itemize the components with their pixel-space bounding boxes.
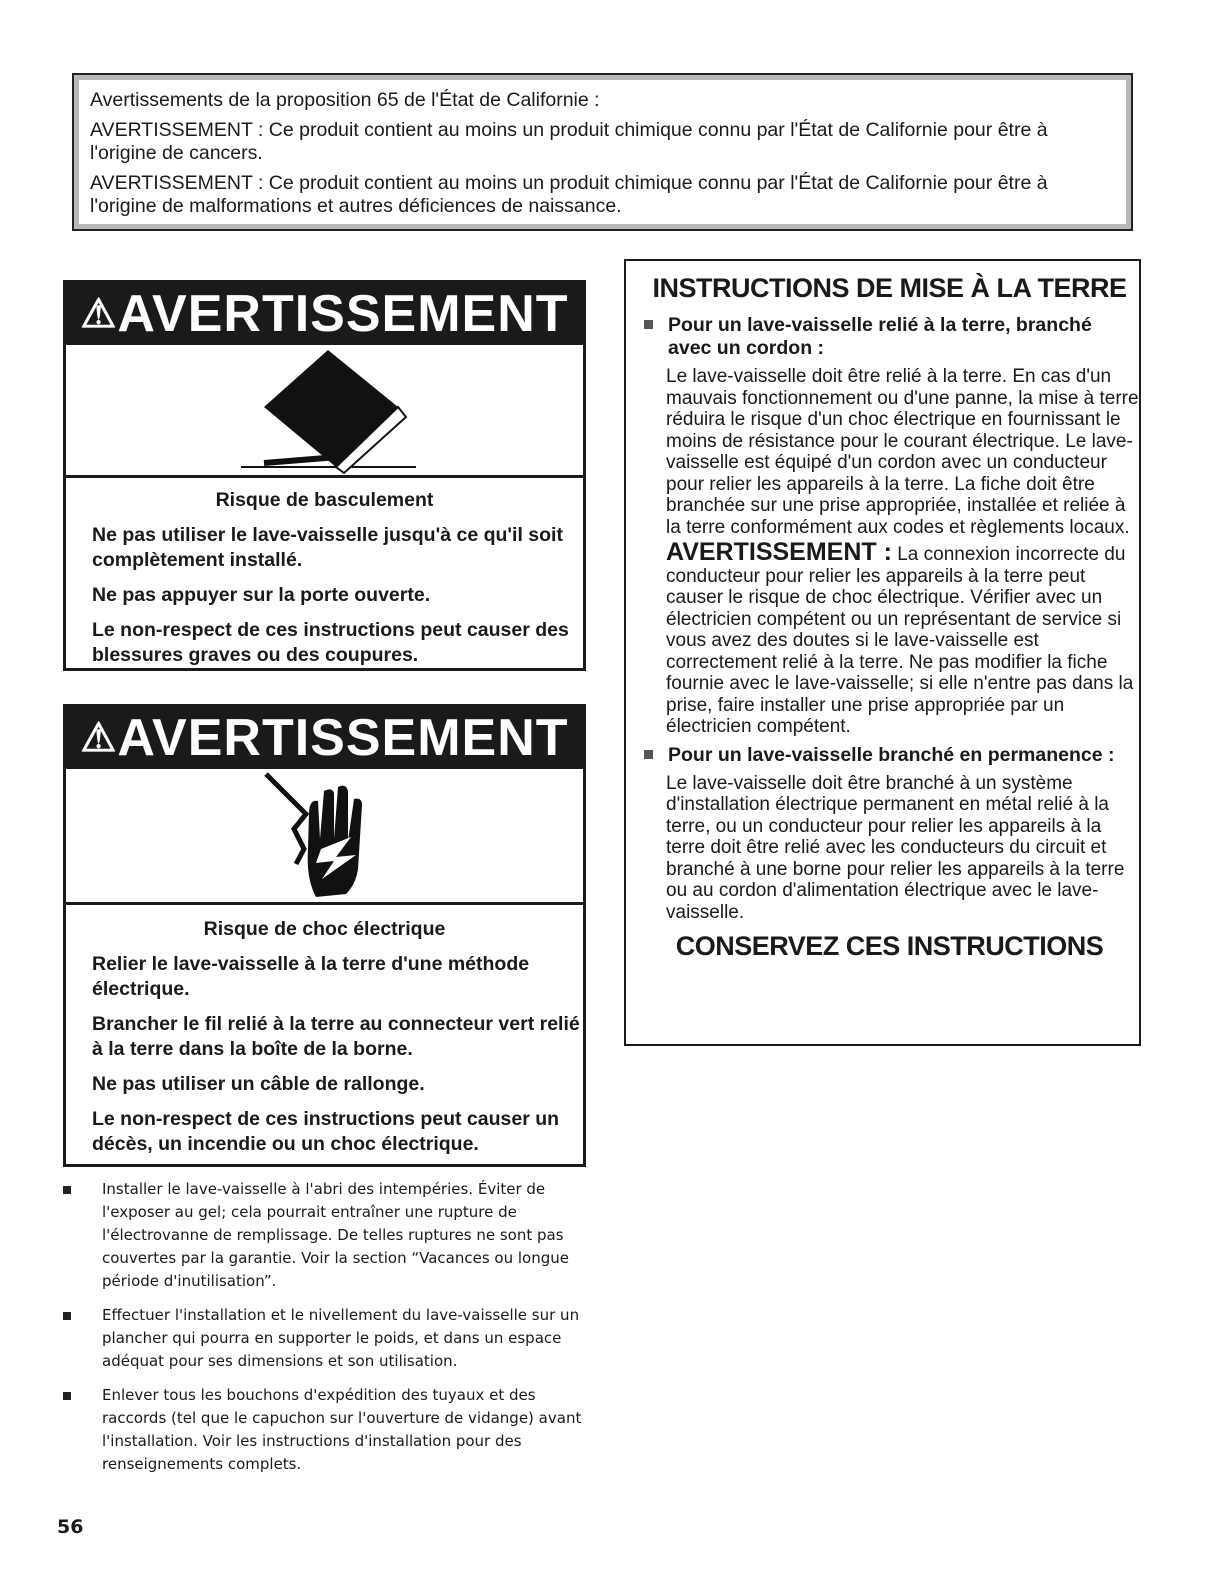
installation-notes-list — [60, 1178, 600, 1487]
grounding-warning — [666, 538, 1139, 738]
warning-line: Ne pas utiliser un câble de rallonge. — [92, 1073, 425, 1095]
warning-triangle-icon: ⚠ — [80, 292, 118, 336]
warning-shock-box — [63, 704, 586, 1167]
bullet-icon — [644, 750, 653, 759]
warning-line: Brancher le fil relié à la terre au connecteur vert relié à la terre dans la boîte de la borne. — [92, 1013, 580, 1060]
grounding-warning-label: AVERTISSEMENT : — [666, 538, 892, 566]
hazard-title: Risque de basculement — [215, 489, 434, 511]
bullet-icon — [63, 1186, 71, 1194]
list-item: Effectuer l'installation et le nivellement du lave-vaisselle sur un plancher qui pourra en supporter le poids, et dans un espace adéquat pour ses dimensions et son utilisation. — [60, 1304, 600, 1373]
bullet-icon — [63, 1392, 71, 1400]
warning-line: Le non-respect de ces instructions peut causer un décès, un incendie ou un choc électrique. — [92, 1108, 560, 1155]
bullet-icon — [63, 1312, 71, 1320]
grounding-paragraph-cord: Le lave-vaisselle doit être relié à la terre. En cas d'un mauvais fonctionnement ou d'une panne, la mise à terre réduira le risque d'un choc électrique en fournissant le moins de résistance pour le courant électrique. Le lave-vaisselle est équipé d'un cordon avec un conducteur pour relier les appareils à la terre. La fiche doit être branchée sur une prise appropriée, installée et reliée à la terre conformément aux codes et règlements locaux. — [666, 366, 1139, 538]
prop65-box — [72, 73, 1133, 231]
grounding-subheading-permanent: Pour un lave-vaisselle branché en permanence : — [640, 744, 1139, 767]
bullet-icon — [644, 320, 653, 329]
tip-over-icon — [66, 345, 583, 478]
list-item: Installer le lave-vaisselle à l'abri des intempéries. Éviter de l'exposer au gel; cela pourrait entraîner une rupture de l'électrovanne de remplissage. De telles ruptures ne sont pas couvertes par la garantie. Voir la section “Vacances ou longue période d'inutilisation”. — [60, 1178, 600, 1293]
warning-tip-header: ⚠AVERTISSEMENT — [66, 283, 583, 345]
grounding-subheading-cord: Pour un lave-vaisselle relié à la terre, branché avec un cordon : — [640, 314, 1139, 360]
warning-tip-box — [63, 280, 586, 671]
prop65-warning-cancer: AVERTISSEMENT : Ce produit contient au moins un produit chimique connu par l'État de Californie pour être à l'origine de cancers. — [90, 119, 1048, 164]
page-number: 56 — [57, 1516, 84, 1538]
grounding-instructions-box — [624, 259, 1141, 1046]
electric-shock-icon — [66, 769, 583, 905]
warning-line: Ne pas appuyer sur la porte ouverte. — [92, 584, 431, 606]
prop65-title: Avertissements de la proposition 65 de l'État de Californie : — [90, 89, 600, 111]
warning-triangle-icon: ⚠ — [80, 716, 118, 760]
grounding-warning-text: La connexion incorrecte du conducteur pour relier les appareils à la terre peut causer le risque de choc électrique. Vérifier avec un électricien compétent ou un représentant de service si vous avez des doutes si le lave-vaisselle est correctement relié à la terre. Ne pas modifier la fiche fournie avec le lave-vaisselle; si elle n'entre pas dans la prise, faire installer une prise appropriée par un électricien compétent. — [666, 544, 1134, 737]
grounding-paragraph-permanent: Le lave-vaisselle doit être branché à un système d'installation électrique permanent en métal relié à la terre, ou un conducteur pour relier les appareils à la terre doit être relié avec les conducteurs du circuit et branché à une borne pour relier les appareils à la terre ou au cordon d'alimentation électrique avec le lave-vaisselle. — [666, 772, 1125, 923]
warning-line: Ne pas utiliser le lave-vaisselle jusqu'à ce qu'il soit complètement installé. — [92, 524, 563, 571]
warning-shock-header: ⚠AVERTISSEMENT — [66, 707, 583, 769]
warning-line: Le non-respect de ces instructions peut causer des blessures graves ou des coupures. — [92, 619, 569, 666]
list-item: Enlever tous les bouchons d'expédition des tuyaux et des raccords (tel que le capuchon sur l'ouverture de vidange) avant l'installation. Voir les instructions d'installation pour des renseignements complets. — [60, 1384, 600, 1476]
hazard-title: Risque de choc électrique — [203, 918, 446, 940]
keep-instructions-heading: CONSERVEZ CES INSTRUCTIONS — [675, 931, 1104, 961]
grounding-title: INSTRUCTIONS DE MISE À LA TERRE — [652, 273, 1127, 303]
warning-line: Relier le lave-vaisselle à la terre d'une méthode électrique. — [92, 953, 530, 1000]
prop65-warning-birth: AVERTISSEMENT : Ce produit contient au moins un produit chimique connu par l'État de Californie pour être à l'origine de malformations et autres déficiences de naissance. — [90, 172, 1048, 217]
